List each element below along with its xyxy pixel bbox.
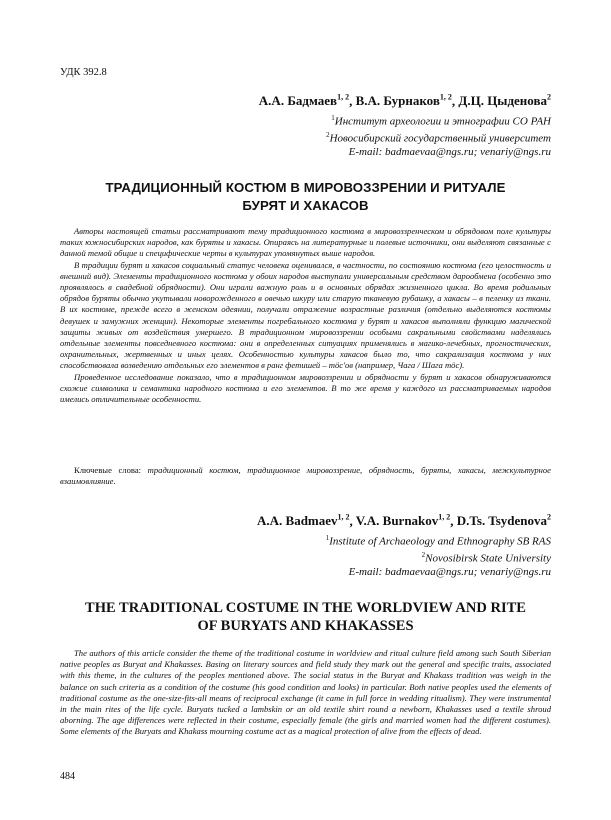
en-authors: A.A. Badmaev$^{1, 2}$, V.A. Burnakov$^{1, 2}$, D.Ts. Tsydenova$^2$ <box>257 513 551 529</box>
ru-title-line-2: БУРЯТ И ХАКАСОВ <box>242 198 369 213</box>
en-affiliation-1: $^1$Institute of Archaeology and Ethnography SB RAS <box>325 534 551 548</box>
ru-email: E-mail: badmaevaa@ngs.ru; venariy@ngs.ru <box>348 146 551 159</box>
en-email: E-mail: badmaevaa@ngs.ru; venariy@ngs.ru <box>348 566 551 579</box>
ru-abstract-paragraph-3: Проведенное исследование показало, что в традиционном мировоззрении и обрядности у бурят и хакасов обнаруживаются схожие символика и семантика народного костюма и его элементов. В то же время у каждого из рассматриваемых народов имелись отличительные особенности. <box>60 371 551 405</box>
ru-affiliation-1: $^1$Институт археологии и этнографии СО РАН <box>331 114 551 128</box>
ru-title-line-1: ТРАДИЦИОННЫЙ КОСТЮМ В МИРОВОЗЗРЕНИИ И РИТУАЛЕ <box>105 180 506 195</box>
page-number: 484 <box>60 771 75 782</box>
en-author-2: V.A. Burnakov$^{1, 2}$ <box>355 513 451 529</box>
ru-authors: А.А. Бадмаев$^{1, 2}$, В.А. Бурнаков$^{1, 2}$, Д.Ц. Цыденова$^2$ <box>258 93 551 109</box>
ru-keywords <box>60 465 551 487</box>
ru-abstract-paragraph-2: В традиции бурят и хакасов социальный статус человека оценивался, в частности, по состоянию костюма (его целостность и внешний вид). Элементы традиционного костюма у обоих народов выступали универсальным средством дарообмена (особенно это проявлялось в свадебной обрядности). Они играли важную роль и в основных обрядах жизненного цикла. Во время родильных обрядов буряты обычно укутывали новорожденного в овечью шкуру или старую тканевую рубашку, а хакасы – в пеленку из ткани. В их костюме, прежде всего в женском одеянии, получали отражение возрастные различия (отдельно выделяются костюмы девушек и замужних женщин). Некоторые элементы погребального костюма у бурят и хакасов выполняли функцию магической защиты живых от воздействия умершего. В традиционном мировоззрении особыми сакральными свойствами наделялись отдельные элементы повседневного костюма: они в определенных ситуациях применялись в магико-лечебных, прогностических, охранительных, жертвенных и иных целях. Особенностью культуры хакасов было то, что сакрализация костюма у них способствовала возведению отдельных его элементов в ранг фетишей – тӧс'ов (например, Чага / Шага тӧс). <box>60 259 551 371</box>
keywords-label: Ключевые слова: <box>74 465 142 475</box>
ru-abstract <box>60 226 551 405</box>
en-title-line-1: THE TRADITIONAL COSTUME IN THE WORLDVIEW AND RITE <box>85 600 526 616</box>
ru-affiliations <box>326 112 551 160</box>
en-abstract <box>60 648 551 738</box>
en-affiliation-2: $^2$Novosibirsk State University <box>421 551 551 565</box>
en-title <box>60 599 551 635</box>
en-author-1: A.A. Badmaev$^{1, 2}$ <box>257 513 350 529</box>
ru-author-2: В.А. Бурнаков$^{1, 2}$ <box>355 93 452 109</box>
en-abstract-paragraph: The authors of this article consider the theme of the traditional costume in worldview and ritual culture field among such South Siberian native peoples as Buryat and Khakasses. Basing on literary sources and field study they mark out the general and specific traits, associated with this theme, in the cultures of the peoples mentioned above. The social status in the Buryat and Khakass tradition was weigh in the balance on such criteria as a condition of the costume (his good condition and looks) in particular. Both native peoples used the elements of traditional costume as the one-size-fits-all means of reciprocal exchange (it came in full force in wedding ritualism). They were instrumental in the main rites of the life cycle. Buryats tucked a lambskin or an old textile shirt round a newborn, Khakasses used a textile shroud aborning. The age differences were reflected in their costume, especially female (the girls and married women had the different costumes). Some elements of the Buryats and Khakass mourning costume act as a magical protection of alive from the effects of dead. <box>60 648 551 737</box>
ru-author-3: Д.Ц. Цыденова$^2$ <box>458 93 551 109</box>
en-author-3: D.Ts. Tsydenova$^2$ <box>456 513 551 529</box>
udk-code: УДК 392.8 <box>60 67 107 78</box>
keywords-list: традиционный костюм, традиционное мировоззрение, обрядность, буряты, хакасы, межкультурное взаимовлияние. <box>60 465 551 487</box>
ru-author-1: А.А. Бадмаев$^{1, 2}$ <box>258 93 350 109</box>
ru-title <box>60 179 551 215</box>
en-affiliations <box>326 532 551 580</box>
en-title-line-2: OF BURYATS AND KHAKASSES <box>197 618 414 634</box>
ru-abstract-paragraph-1: Авторы настоящей статьи рассматривают тему традиционного костюма в мировоззренческом и обрядовом поле культуры таких южносибирских народов, как буряты и хакасы. Опираясь на литературные и полевые источники, они выделяют связанные с данной темой общие и специфические черты в культурах упомянутых выше народов. <box>60 226 551 259</box>
ru-affiliation-2: $^2$Новосибирский государственный университет <box>326 131 551 145</box>
